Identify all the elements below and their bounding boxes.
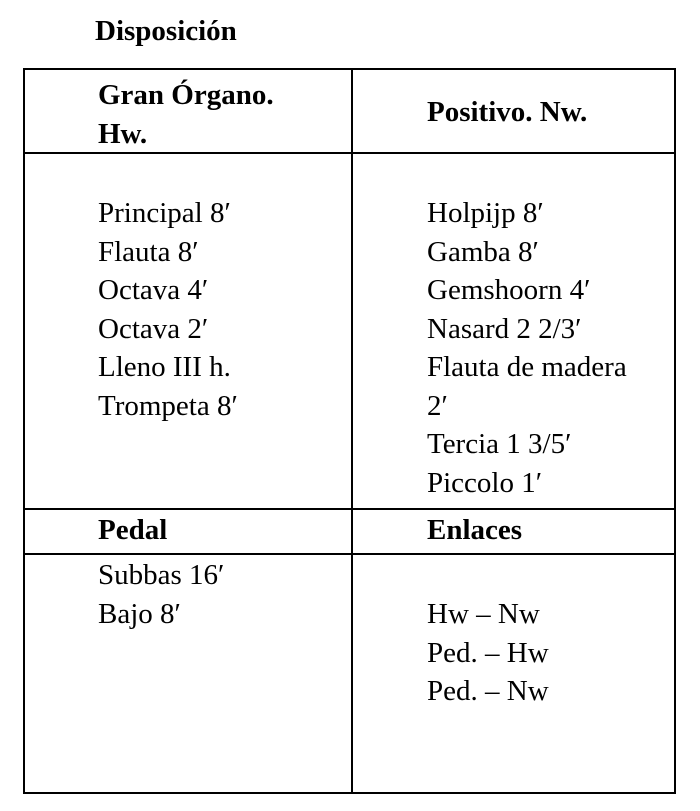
list-item: Tercia 1 3/5′ bbox=[427, 428, 572, 460]
list-item: Lleno III h. bbox=[98, 351, 231, 383]
column-divider bbox=[351, 70, 353, 792]
pedal-header-divider bbox=[25, 553, 674, 555]
list-item: Octava 2′ bbox=[98, 312, 209, 345]
section-row-divider bbox=[25, 508, 674, 510]
organ-specification-table bbox=[23, 68, 676, 794]
gran-organo-header-line1: Gran Órgano. bbox=[98, 79, 274, 111]
list-item: Flauta de madera bbox=[427, 351, 627, 383]
list-item: Nasard 2 2/3′ bbox=[427, 312, 582, 345]
pedal-header: Pedal bbox=[98, 514, 168, 546]
list-item: Octava 4′ bbox=[98, 274, 209, 306]
list-item: Trompeta 8′ bbox=[98, 389, 238, 422]
list-item: Gemshoorn 4′ bbox=[427, 274, 591, 306]
list-item: Subbas 16′ bbox=[98, 559, 225, 591]
list-item: Principal 8′ bbox=[98, 197, 231, 229]
list-item: Bajo 8′ bbox=[98, 597, 181, 630]
list-item: Ped. – Nw bbox=[427, 675, 549, 707]
list-item: 2′ bbox=[427, 389, 448, 422]
positivo-stop-list bbox=[427, 194, 627, 502]
pedal-stop-list bbox=[98, 556, 224, 633]
list-item: Piccolo 1′ bbox=[427, 466, 543, 499]
gran-organo-stop-list bbox=[98, 194, 238, 425]
gran-organo-header bbox=[98, 76, 274, 153]
enlaces-coupler-list bbox=[427, 595, 549, 711]
list-item: Flauta 8′ bbox=[98, 235, 199, 268]
list-item: Ped. – Hw bbox=[427, 636, 549, 669]
positivo-header: Positivo. Nw. bbox=[427, 96, 588, 128]
list-item: Holpijp 8′ bbox=[427, 197, 544, 229]
enlaces-header: Enlaces bbox=[427, 514, 523, 546]
document-title: Disposición bbox=[95, 15, 237, 47]
list-item: Hw – Nw bbox=[427, 598, 540, 630]
gran-organo-header-line2: Hw. bbox=[98, 117, 148, 150]
list-item: Gamba 8′ bbox=[427, 235, 539, 268]
